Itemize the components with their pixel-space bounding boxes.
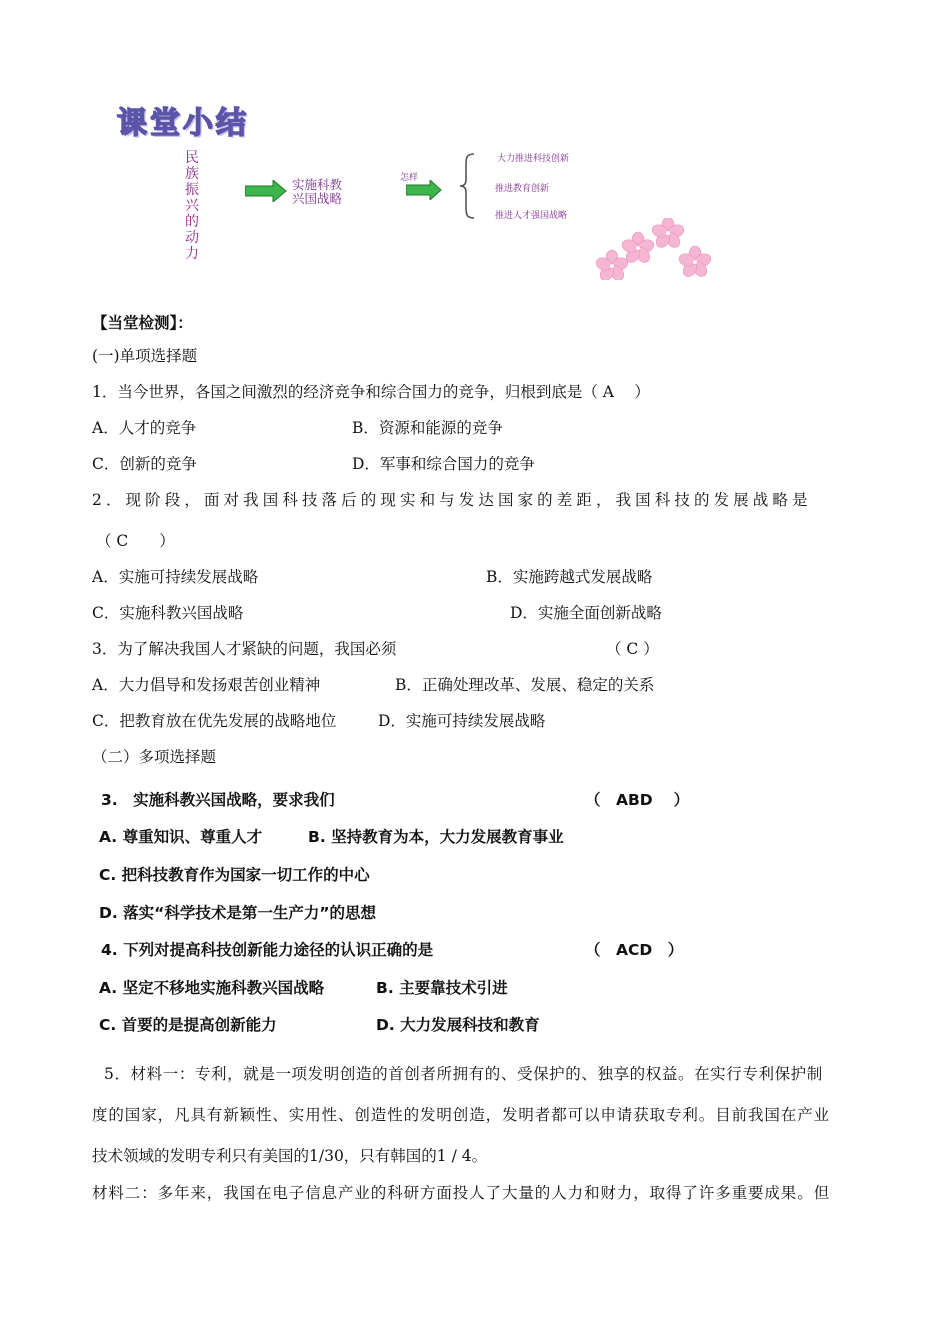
summary-middle-line2: 兴国战略 — [292, 191, 343, 206]
summary-branch-1: 大力推进科技创新 — [497, 154, 570, 164]
q2-option-c: C．实施科教兴国战略 — [92, 604, 244, 622]
summary-title: 课堂小结 — [117, 106, 249, 141]
q1-option-c: C．创新的竞争 — [92, 455, 197, 473]
q5-line1: 5．材料一：专利，就是一项发明创造的首创者所拥有的、受保护的、独享的权益。在实行专利保护制 — [104, 1065, 823, 1083]
q2-stem: 2．现阶段，面对我国科技落后的现实和与发达国家的差距，我国科技的发展战略是 — [92, 491, 812, 509]
green-arrow-icon — [406, 180, 442, 200]
summary-branch-2: 推进教育创新 — [495, 184, 550, 194]
mq3-option-c: C. 把科技教育作为国家一切工作的中心 — [99, 866, 370, 884]
mq4-option-a: A. 坚定不移地实施科教兴国战略 — [99, 979, 325, 997]
mq3-answer: （ ABD ） — [585, 791, 690, 809]
q3-answer: （ C ） — [606, 640, 659, 658]
q2-option-d: D．实施全面创新战略 — [510, 604, 662, 622]
mq3-option-d: D. 落实“科学技术是第一生产力”的思想 — [99, 904, 377, 922]
mq3-stem: 3. 实施科教兴国战略，要求我们 — [101, 791, 335, 809]
q5-line3: 技术领域的发明专利只有美国的1/30，只有韩国的1 / 4。 — [92, 1147, 488, 1165]
summary-branch-3: 推进人才强国战略 — [495, 211, 568, 221]
q2-option-b: B．实施跨越式发展战略 — [486, 568, 653, 586]
q3-option-c: C．把教育放在优先发展的战略地位 — [92, 712, 337, 730]
q5-line2: 度的国家，凡具有新颖性、实用性、创造性的发明创造，发明者都可以申请获取专利。目前我国在产业 — [92, 1106, 831, 1124]
mq3-option-a: A. 尊重知识、尊重人才 — [99, 828, 263, 846]
green-arrow-icon — [245, 180, 287, 202]
summary-middle-line1: 实施科教 — [292, 177, 343, 192]
q3-option-b: B．正确处理改革、发展、稳定的关系 — [395, 676, 655, 694]
mq4-option-b: B. 主要靠技术引进 — [376, 979, 508, 997]
mq4-stem: 4. 下列对提高科技创新能力途径的认识正确的是 — [101, 941, 434, 959]
mq4-answer: （ ACD ） — [585, 941, 684, 959]
part1-title: (一)单项选择题 — [92, 347, 198, 365]
q3-stem: 3．为了解决我国人才紧缺的问题，我国必须 — [92, 640, 397, 658]
mq4-option-c: C. 首要的是提高创新能力 — [99, 1016, 277, 1034]
flower-decoration-icon — [590, 218, 725, 280]
mq4-option-d: D. 大力发展科技和教育 — [376, 1016, 540, 1034]
q2-option-a: A．实施可持续发展战略 — [92, 568, 259, 586]
q1-option-b: B．资源和能源的竞争 — [352, 419, 503, 437]
mq3-option-b: B. 坚持教育为本，大力发展教育事业 — [308, 828, 564, 846]
summary-root-label: 民族振兴的动力 — [185, 150, 199, 262]
q1-option-d: D．军事和综合国力的竞争 — [352, 455, 535, 473]
brace-icon — [458, 152, 478, 220]
section-title: 【当堂检测】： — [92, 313, 193, 332]
part2-title: （二）多项选择题 — [92, 748, 217, 766]
q3-option-d: D．实施可持续发展战略 — [378, 712, 546, 730]
summary-arrow-label: 怎样 — [400, 173, 419, 183]
q3-option-a: A．大力倡导和发扬艰苦创业精神 — [92, 676, 321, 694]
q1-option-a: A．人才的竞争 — [92, 419, 197, 437]
q5-line4: 材料二：多年来，我国在电子信息产业的科研方面投人了大量的人力和财力，取得了许多重要成果。但 — [92, 1184, 831, 1202]
q1-stem: 1．当今世界，各国之间激烈的经济竞争和综合国力的竞争，归根到底是（ A ） — [92, 383, 650, 401]
q2-answer: （ C ） — [96, 532, 175, 550]
